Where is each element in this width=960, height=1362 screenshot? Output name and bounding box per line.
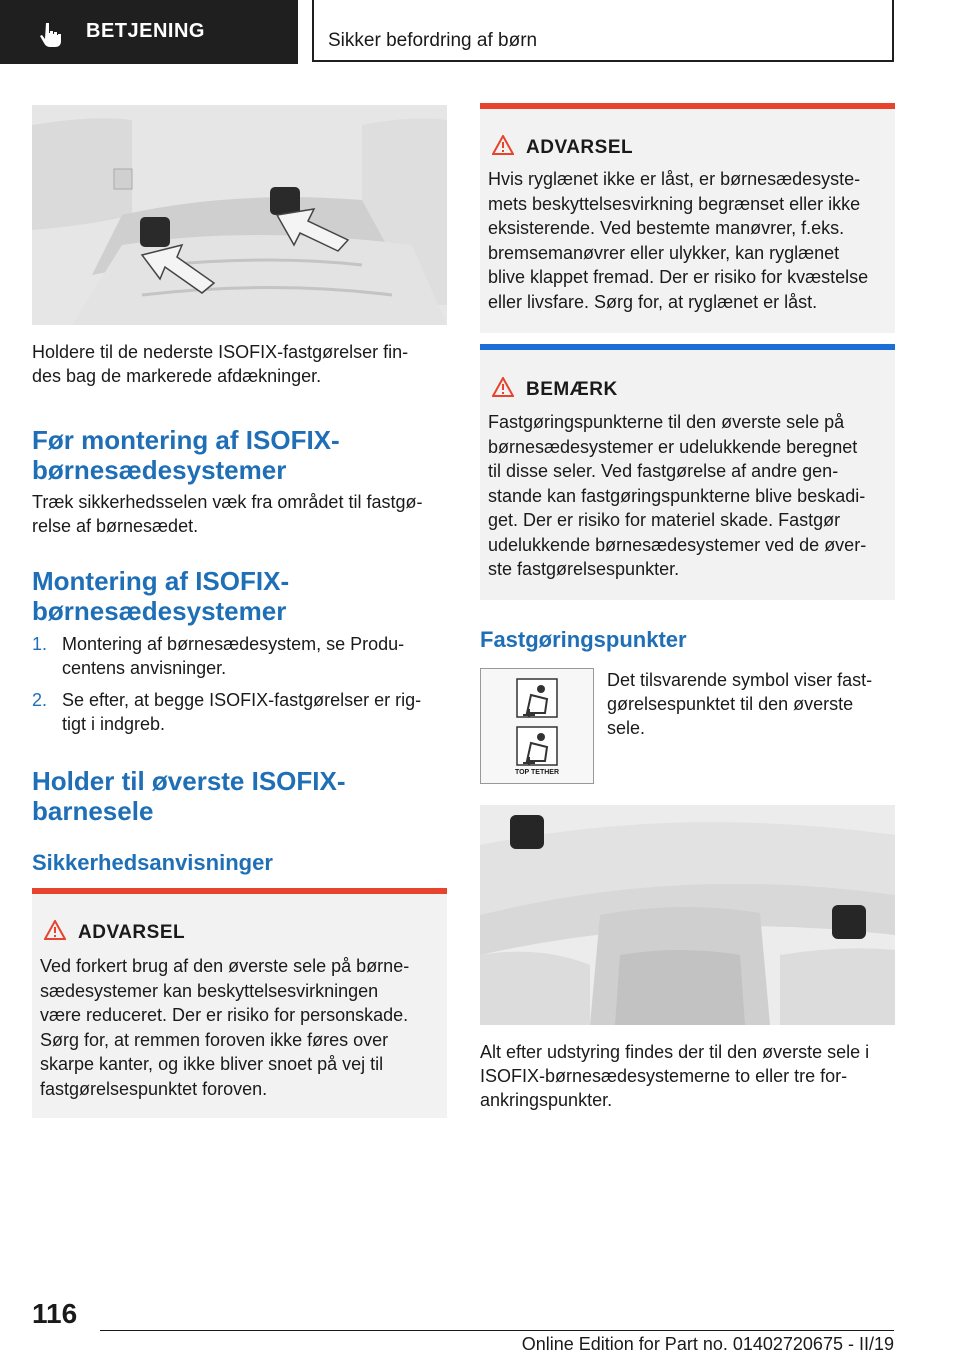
- note-box: [480, 344, 895, 600]
- warning-text: Ved forkert brug af den øverste sele på børne- sædesystemer kan beskyttelsesvirkningen være reduceret. Der er risiko for personskade. Sørg for, at remmen foroven ikke føres over skarpe kanter, og ikke bliver snoet på vej til fastgørelsespunktet foroven.: [40, 956, 410, 1099]
- section-tab: [0, 0, 298, 64]
- heading-anchor-points: Fastgøringspunkter: [480, 627, 687, 652]
- anchor-photo-caption: Alt efter udstyring findes der til den øverste sele i ISOFIX-børnesædesystemerne to eller tre for- ankringspunkter.: [480, 1042, 870, 1110]
- hand-pointer-icon: [38, 21, 64, 47]
- list-item: [32, 632, 447, 680]
- step-number: 2.: [32, 690, 48, 710]
- symbol-label: TOP TETHER: [514, 769, 560, 776]
- warning-triangle-icon: [44, 920, 66, 940]
- warning-text: Hvis ryglænet ikke er låst, er børnesædesyste- mets beskyttelsesvirkning begrænset eller ikke eksisterende. Ved bestemte manøvrer, f.eks. bremsemanøvrer eller ulykker, kan ryglænet blive klappet fremad. Der er risiko for kvæstelse eller livsfare. Sørg for, at ryglænet er låst.: [488, 169, 869, 312]
- chapter-title: Sikker befordring af børn: [328, 30, 538, 51]
- seat-illustration: [32, 105, 447, 325]
- step-text: Montering af børnesædesystem, se Produ- centens anvisninger.: [62, 634, 405, 678]
- note-title: BEMÆRK: [526, 379, 618, 400]
- child-seat-anchor-icon: [481, 669, 593, 783]
- edition-info: Online Edition for Part no. 01402720675 - II/19: [521, 1334, 894, 1354]
- chapter-header: [312, 0, 894, 62]
- warning-title: ADVARSEL: [78, 922, 186, 943]
- top-tether-symbol: [480, 668, 594, 784]
- heading-mounting: Montering af ISOFIX- børnesædesystemer: [32, 566, 290, 626]
- note-text: Fastgøringspunkterne til den øverste sele på børnesædesystemer er udelukkende beregnet til disse seler. Ved fastgørelse af andre gen- stande kan fastgøringspunkterne blive beskadi- get. Der er risiko for materiel skade. Fastgør udelukkende børnesædesystemer ved de øver- ste fastgørelsespunkter.: [488, 412, 867, 579]
- footer-divider: [100, 1330, 894, 1331]
- page-number: 116: [32, 1298, 78, 1329]
- mounting-steps: [32, 632, 447, 736]
- heading-safety: Sikkerhedsanvisninger: [32, 850, 273, 875]
- seat-photo-lower-anchors: [32, 105, 447, 325]
- step-text: Se efter, at begge ISOFIX-fastgørelser er rig- tigt i indgreb.: [62, 690, 422, 734]
- warning-box-left: [32, 888, 447, 1118]
- note-triangle-icon: [492, 377, 514, 397]
- seat-photo-top-anchors: [480, 805, 895, 1025]
- warning-box-right: [480, 103, 895, 333]
- list-item: [32, 688, 447, 736]
- section-label: BETJENING: [86, 20, 205, 42]
- warning-triangle-icon: [492, 135, 514, 155]
- warning-title: ADVARSEL: [526, 137, 634, 158]
- anchor-symbol-text: Det tilsvarende symbol viser fast- gørelsespunktet til den øverste sele.: [607, 670, 873, 738]
- heading-top-tether-holder: Holder til øverste ISOFIX- barnesele: [32, 766, 346, 826]
- step-number: 1.: [32, 634, 48, 654]
- before-mounting-text: Træk sikkerhedsselen væk fra området til fastgø- relse af børnesædet.: [32, 492, 423, 536]
- heading-before-mounting: Før montering af ISOFIX- børnesædesystemer: [32, 425, 340, 485]
- rear-shelf-illustration: [480, 805, 895, 1025]
- photo-caption: Holdere til de nederste ISOFIX-fastgørelser fin- des bag de markerede afdækninger.: [32, 342, 409, 386]
